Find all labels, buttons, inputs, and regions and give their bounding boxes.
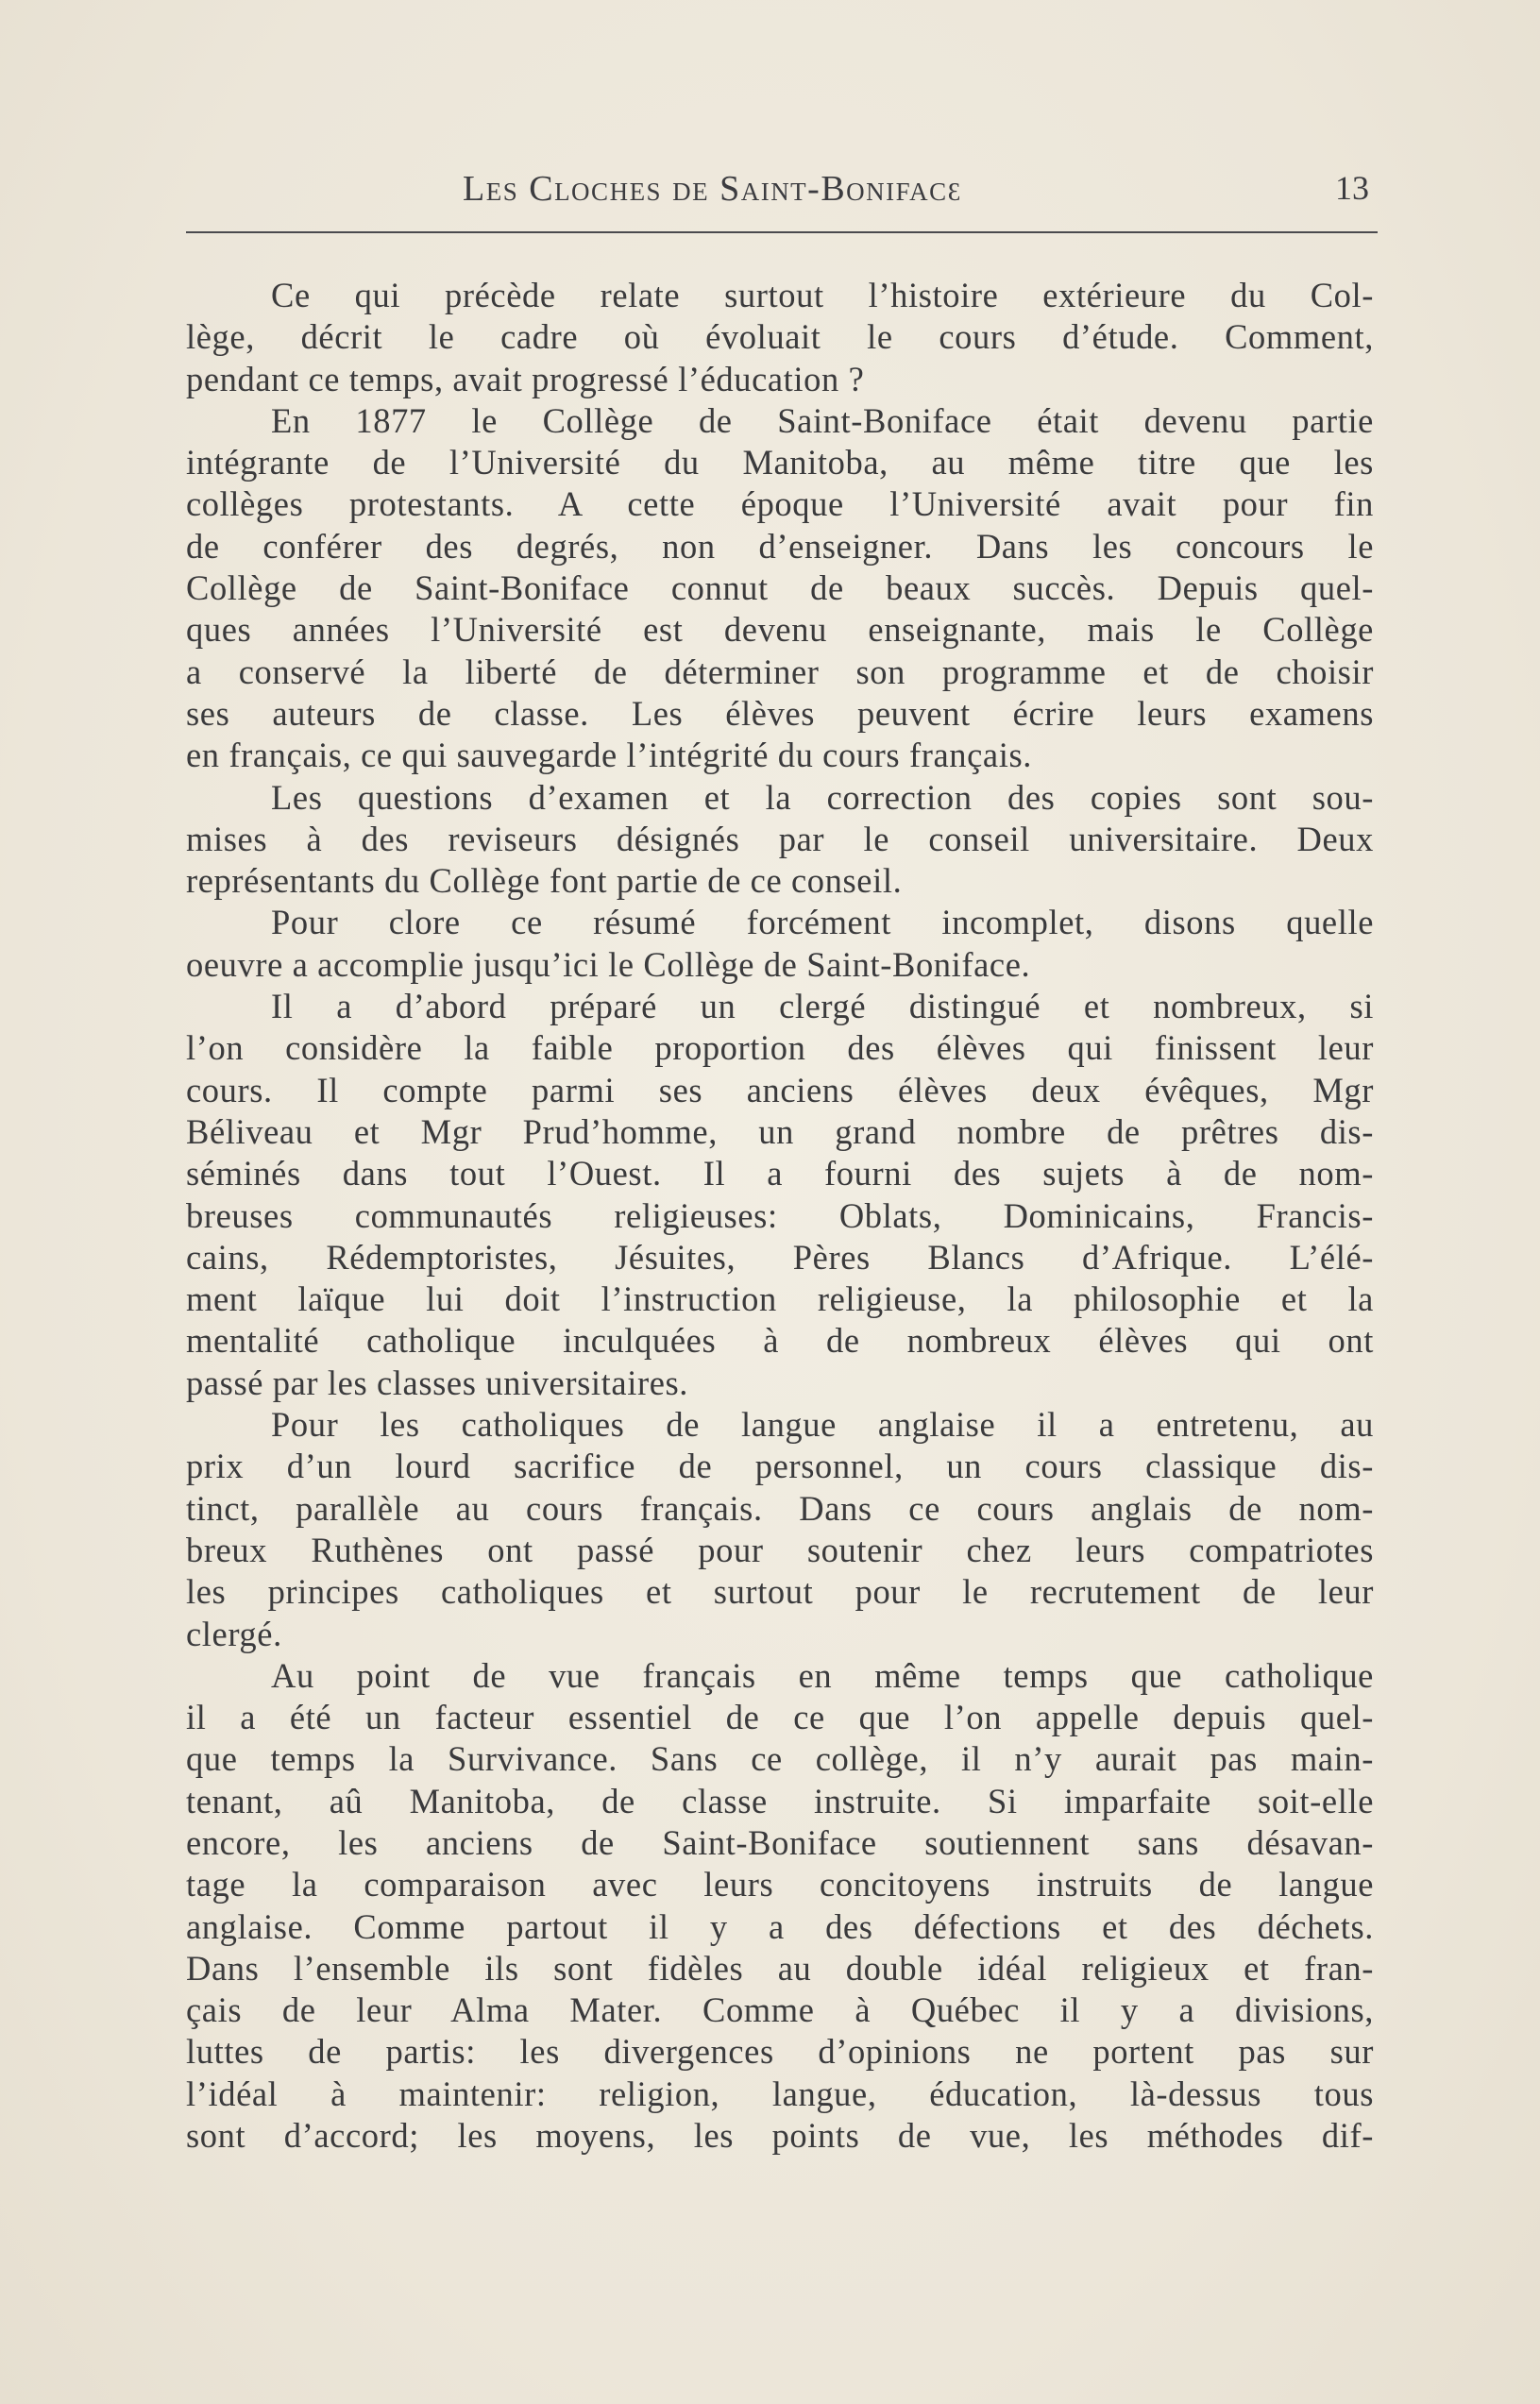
text-line: Pour clore ce résumé forcément incomplet, disons quelle [271,903,1374,942]
text-line: cours. Il compte parmi ses anciens élèves deux évêques, Mgr [186,1070,1374,1109]
text-line: pendant ce temps, avait progressé l’éducation ? [186,359,865,398]
text-line: lège, décrit le cadre où évoluait le cours d’étude. Comment, [186,317,1374,357]
text-line: l’idéal à maintenir: religion, langue, éducation, là-dessus tous [186,2074,1374,2113]
body-text [186,275,1374,2157]
text-line: a conservé la liberté de déterminer son programme et de choisir [186,652,1374,691]
running-title: Les Cloches de Saint-Bonifacɛ [463,169,962,209]
text-line: anglaise. Comme partout il y a des défections et des déchets. [186,1906,1374,1946]
text-line: de conférer des degrés, non d’enseigner. Dans les concours le [186,526,1374,566]
text-line: Pour les catholiques de langue anglaise il a entretenu, au [271,1405,1374,1445]
text-line: Dans l’ensemble ils sont fidèles au double idéal religieux et fran- [186,1948,1374,1988]
text-line: collèges protestants. A cette époque l’Université avait pour fin [186,484,1374,524]
text-line: breuses communautés religieuses: Oblats, Dominicains, Francis- [186,1195,1374,1235]
text-line: représentants du Collège font partie de ce conseil. [186,861,903,901]
text-line: il a été un facteur essentiel de ce que l’on appelle depuis quel- [186,1698,1374,1737]
text-line: intégrante de l’Université du Manitoba, au même titre que les [186,443,1374,482]
text-line: sont d’accord; les moyens, les points de vue, les méthodes dif- [186,2116,1374,2156]
header-rule [186,231,1378,233]
text-line: tage la comparaison avec leurs concitoyens instruits de langue [186,1865,1374,1905]
text-line: en français, ce qui sauvegarde l’intégrité du cours français. [186,736,1032,775]
text-line: les principes catholiques et surtout pour le recrutement de leur [186,1572,1374,1612]
text-line: Il a d’abord préparé un clergé distingué et nombreux, si [271,987,1374,1026]
text-line: luttes de partis: les divergences d’opinions ne portent pas sur [186,2032,1374,2072]
text-line: tenant, aû Manitoba, de classe instruite. Si imparfaite soit-elle [186,1781,1374,1820]
text-line: Collège de Saint-Boniface connut de beaux succès. Depuis quel- [186,568,1374,608]
text-line: mentalité catholique inculquées à de nombreux élèves qui ont [186,1321,1374,1361]
text-line: Les questions d’examen et la correction des copies sont sou- [271,777,1374,817]
text-line: En 1877 le Collège de Saint-Boniface était devenu partie [271,400,1374,440]
text-line: cains, Rédemptoristes, Jésuites, Pères Blancs d’Afrique. L’élé- [186,1237,1374,1277]
text-line: prix d’un lourd sacrifice de personnel, un cours classique dis- [186,1447,1374,1486]
text-line: séminés dans tout l’Ouest. Il a fourni des sujets à de nom- [186,1154,1374,1194]
text-line: çais de leur Alma Mater. Comme à Québec il y a divisions, [186,1990,1374,2030]
text-line: ment laïque lui doit l’instruction religieuse, la philosophie et la [186,1279,1374,1319]
text-line: que temps la Survivance. Sans ce collège, il n’y aurait pas main- [186,1739,1374,1779]
text-line: clergé. [186,1614,282,1653]
text-line: passé par les classes universitaires. [186,1363,689,1402]
text-line: Béliveau et Mgr Prud’homme, un grand nombre de prêtres dis- [186,1111,1374,1151]
text-line: encore, les anciens de Saint-Boniface soutiennent sans désavan- [186,1822,1374,1862]
text-line: tinct, parallèle au cours français. Dans ce cours anglais de nom- [186,1488,1374,1528]
text-line: ques années l’Université est devenu enseignante, mais le Collège [186,610,1374,650]
text-line: Au point de vue français en même temps que catholique [271,1655,1374,1695]
text-line: mises à des reviseurs désignés par le conseil universitaire. Deux [186,819,1374,858]
text-line: breux Ruthènes ont passé pour soutenir chez leurs compatriotes [186,1530,1374,1569]
page-number: 13 [1335,169,1369,207]
text-line: l’on considère la faible proportion des élèves qui finissent leur [186,1028,1374,1068]
text-line: oeuvre a accomplie jusqu’ici le Collège de Saint-Boniface. [186,944,1031,984]
text-line: Ce qui précède relate surtout l’histoire extérieure du Col- [271,276,1374,314]
text-line: ses auteurs de classe. Les élèves peuvent écrire leurs examens [186,693,1374,733]
